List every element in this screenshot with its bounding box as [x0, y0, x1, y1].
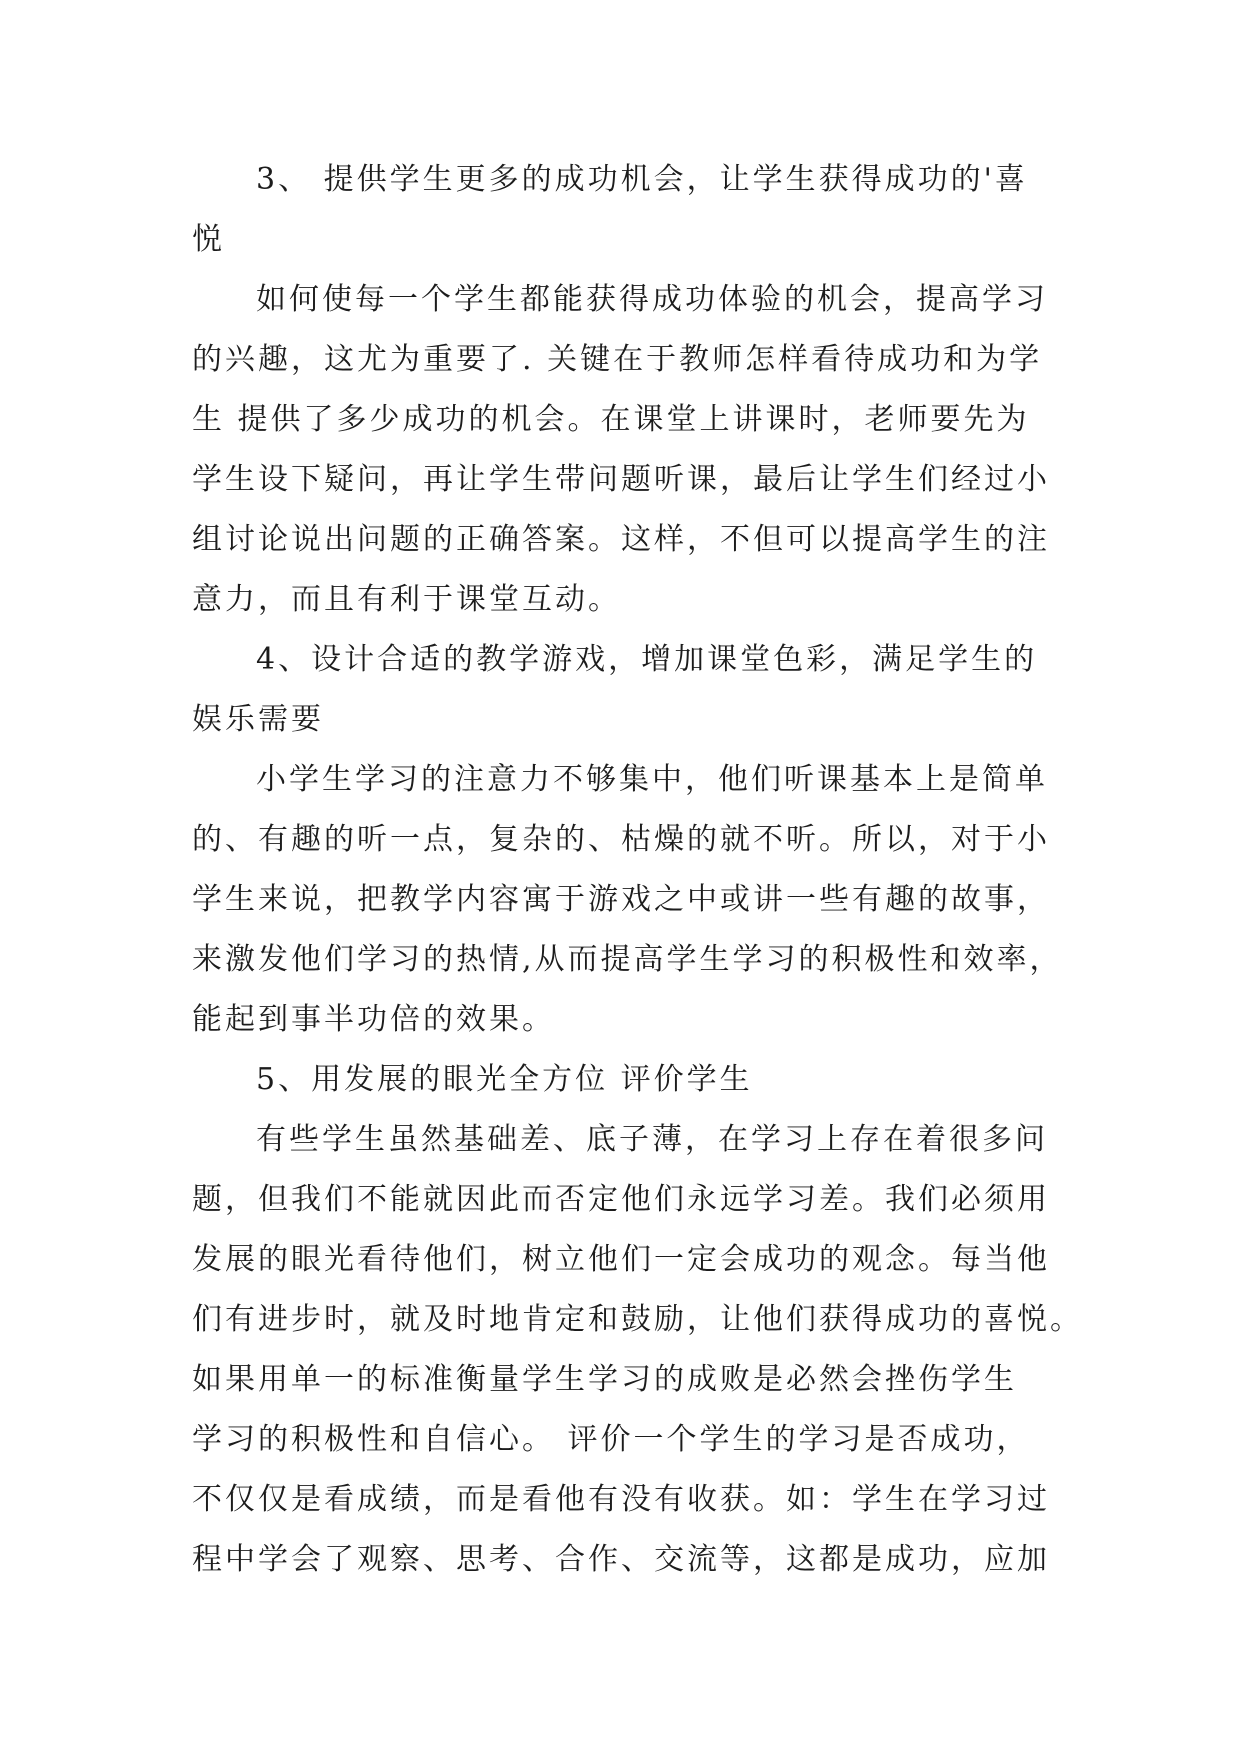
paragraph-line: 的兴趣，这尤为重要了. 关键在于教师怎样看待成功和为学: [192, 342, 1043, 377]
heading-3-continuation: 悦: [192, 222, 225, 257]
paragraph-line: 程中学会了观察、思考、合作、交流等，这都是成功，应加: [192, 1542, 1050, 1577]
paragraph-line: 有些学生虽然基础差、底子薄，在学习上存在着很多问: [256, 1122, 1048, 1157]
heading-4-continuation: 娱乐需要: [192, 702, 324, 737]
paragraph-line: 不仅仅是看成绩，而是看他有没有收获。如：学生在学习过: [192, 1482, 1050, 1517]
heading-5: 5、用发展的眼光全方位 评价学生: [256, 1062, 753, 1097]
document-body: [192, 160, 1083, 1600]
paragraph-line: 学生设下疑问，再让学生带问题听课，最后让学生们经过小: [192, 462, 1050, 497]
paragraph-line: 组讨论说出问题的正确答案。这样，不但可以提高学生的注: [192, 522, 1050, 557]
paragraph-line: 如何使每一个学生都能获得成功体验的机会，提高学习: [256, 282, 1048, 317]
paragraph-line: 能起到事半功倍的效果。: [192, 1002, 555, 1037]
paragraph-line: 学习的积极性和自信心。 评价一个学生的学习是否成功，: [192, 1422, 1030, 1457]
paragraph-line: 来激发他们学习的热情,从而提高学生学习的积极性和效率，: [192, 942, 1063, 977]
heading-4: 4、设计合适的教学游戏，增加课堂色彩，满足学生的: [256, 642, 1038, 677]
paragraph-line: 如果用单一的标准衡量学生学习的成败是必然会挫伤学生: [192, 1362, 1017, 1397]
paragraph-line: 学生来说，把教学内容寓于游戏之中或讲一些有趣的故事，: [192, 882, 1050, 917]
heading-3: 3、 提供学生更多的成功机会，让学生获得成功的'喜: [256, 162, 1028, 197]
paragraph-line: 小学生学习的注意力不够集中，他们听课基本上是简单: [256, 762, 1048, 797]
paragraph-line: 发展的眼光看待他们，树立他们一定会成功的观念。每当他: [192, 1242, 1050, 1277]
paragraph-line: 生 提供了多少成功的机会。在课堂上讲课时，老师要先为: [192, 402, 1030, 437]
paragraph-line: 题，但我们不能就因此而否定他们永远学习差。我们必须用: [192, 1182, 1050, 1217]
paragraph-line: 意力，而且有利于课堂互动。: [192, 582, 621, 617]
paragraph-line: 的、有趣的听一点，复杂的、枯燥的就不听。所以，对于小: [192, 822, 1050, 857]
paragraph-line: 们有进步时，就及时地肯定和鼓励，让他们获得成功的喜悦。: [192, 1302, 1083, 1337]
